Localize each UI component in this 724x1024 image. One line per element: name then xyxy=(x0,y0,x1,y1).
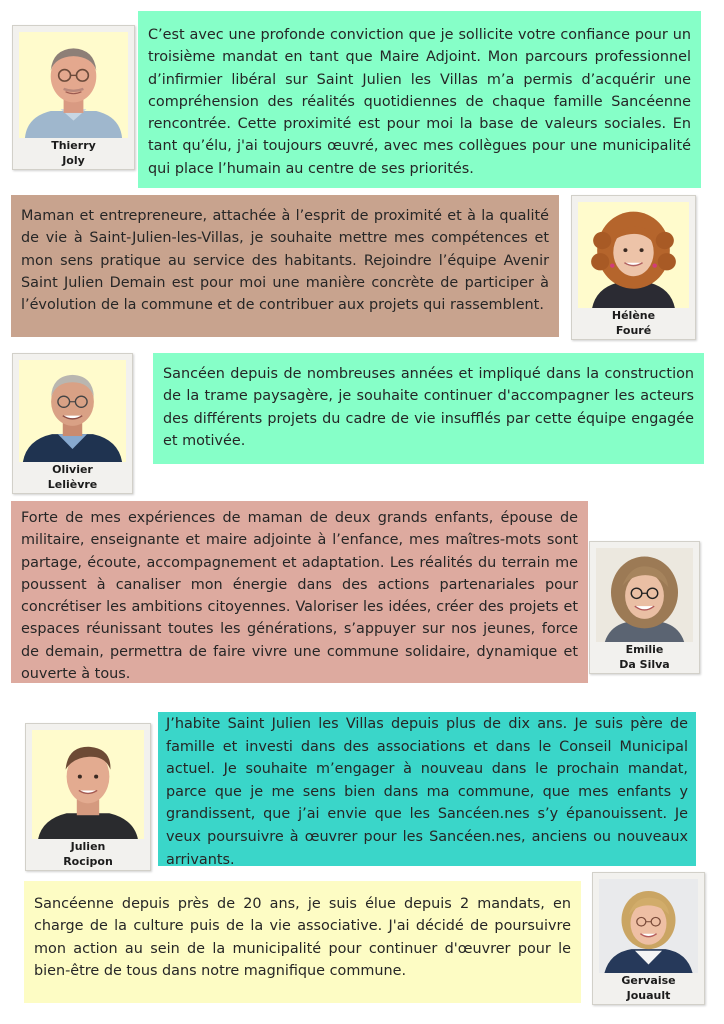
portrait-photo-helene-foure xyxy=(578,202,689,308)
portrait-card-gervaise-jouault xyxy=(592,872,705,1005)
portrait-card-thierry-joly xyxy=(12,25,135,170)
portrait-photo-thierry-joly xyxy=(19,32,128,138)
candidate-statement: Sancéen depuis de nombreuses années et impliqué dans la construction de la trame paysagère, je souhaite continuer d'accompagner les acteurs des différents projets du cadre de vie insufflés par cette équipe engagée et motivée. xyxy=(163,366,694,449)
portrait-photo-gervaise-jouault xyxy=(599,879,698,973)
candidate-statement: Maman et entrepreneure, attachée à l’esprit de proximité et à la qualité de vie à Saint-Julien-les-Villas, je souhaite mettre mes compétences et mon sens pratique au service des habitants. Rejoindre l’équipe Avenir Saint Julien Demain est pour moi une manière concrète de participer à l’évolution de la commune et de contribuer aux projets qui rassemblent. xyxy=(21,208,549,314)
candidate-first-name: Thierry xyxy=(51,139,96,152)
portrait-caption xyxy=(13,462,132,492)
portrait-photo-julien-rocipon xyxy=(32,730,144,839)
portrait-caption xyxy=(26,839,150,869)
portrait-card-julien-rocipon xyxy=(25,723,151,871)
candidate-statement: Forte de mes expériences de maman de deux grands enfants, épouse de militaire, enseignante et maire adjointe à l’enfance, mes maîtres-mots sont partage, écoute, accompagnement et adaptation. Les réalités du terrain me poussent à canaliser mon énergie dans des actions partenariales pour concrétiser les ambitions citoyennes. Valoriser les idées, créer des projets et espaces réunissant toutes les générations, s’appuyer sur nos jeunes, force de demain, permettra de faire vivre une commune solidaire, dynamique et ouverte à tous. xyxy=(21,510,578,683)
portrait-caption xyxy=(593,973,704,1003)
portrait-caption xyxy=(590,642,699,672)
candidate-first-name: Gervaise xyxy=(621,974,676,987)
statement-box-emilie-da-silva xyxy=(11,501,588,683)
candidate-first-name: Emilie xyxy=(625,643,664,656)
candidate-statement: C’est avec une profonde conviction que je sollicite votre confiance pour un troisième mandat en tant que Maire Adjoint. Mon parcours professionnel d’infirmier libéral sur Saint Julien les Villas m’a permis d’acquérir une compréhension des réalités quotidiennes de chaque famille Sancéenne rencontrée. Cette proximité est pour moi la base de valeurs sociales. En tant qu’élu, j'ai toujours œuvré, avec mes collègues pour une municipalité qui place l’humain au centre de ses priorités. xyxy=(148,27,691,177)
candidate-first-name: Hélène xyxy=(611,309,656,322)
candidate-first-name: Olivier xyxy=(52,463,93,476)
portrait-photo-olivier-lelievre xyxy=(19,360,126,462)
portrait-caption xyxy=(572,308,695,338)
portrait-card-helene-foure xyxy=(571,195,696,340)
candidate-first-name: Julien xyxy=(70,840,106,853)
statement-box-thierry-joly xyxy=(138,11,701,188)
statement-box-olivier-lelievre xyxy=(153,353,704,464)
portrait-card-emilie-da-silva xyxy=(589,541,700,674)
candidate-statement: Sancéenne depuis près de 20 ans, je suis élue depuis 2 mandats, en charge de la culture puis de la vie associative. J'ai décidé de poursuivre mon action au sein de la municipalité pour continuer d'œuvrer pour le bien-être de tous dans notre magnifique commune. xyxy=(34,896,571,979)
candidate-last-name: Lelièvre xyxy=(47,478,98,491)
portrait-caption xyxy=(13,138,134,168)
candidate-last-name: Rocipon xyxy=(63,855,113,868)
candidate-last-name: Jouault xyxy=(626,989,671,1002)
portrait-card-olivier-lelievre xyxy=(12,353,133,494)
candidate-last-name: Fouré xyxy=(615,324,652,337)
statement-box-helene-foure xyxy=(11,195,559,337)
statement-box-gervaise-jouault xyxy=(24,881,581,1003)
statement-box-julien-rocipon xyxy=(158,712,696,866)
portrait-photo-emilie-da-silva xyxy=(596,548,693,642)
candidate-last-name: Da Silva xyxy=(619,658,670,671)
candidate-statement: J’habite Saint Julien les Villas depuis plus de dix ans. Je suis père de famille et investi dans des associations et dans le Conseil Municipal actuel. Je souhaite m’engager à nouveau dans le prochain mandat, parce que je me sens bien dans ma commune, que mes enfants y grandissent, que j’ai envie que les Sancéen.nes s’y épanouissent. Je veux poursuivre à œuvrer pour les Sancéen.nes, anciens ou nouveaux arrivants. xyxy=(166,716,688,868)
candidate-last-name: Joly xyxy=(62,154,85,167)
